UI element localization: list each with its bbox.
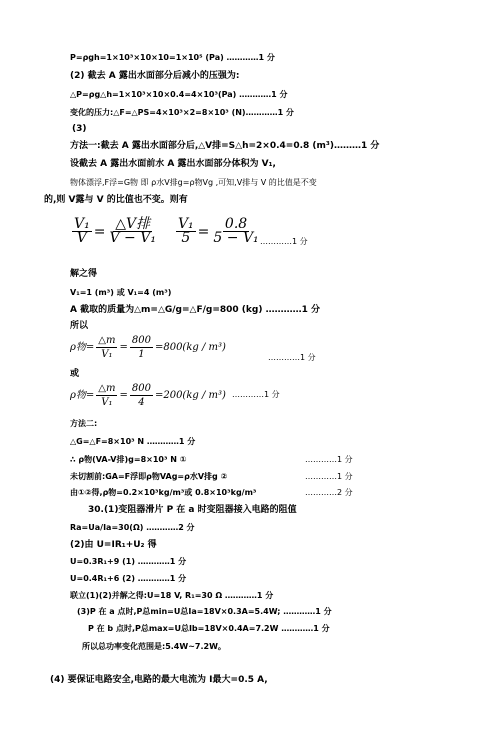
line-mass-cut: A 截取的质量为△m=△G/g=△F/g=800 (kg) …………1 分 (70, 305, 320, 315)
line-part3-label: (3) (72, 124, 87, 134)
line-eq2: 未切割前:GA=F浮即ρ物VAg=ρ水V排g ② (70, 472, 228, 481)
line-eq2-score: …………1 分 (305, 472, 353, 481)
line-pressure: P=ρgh=1×10³×10×10=1×10⁵ (Pa) …………1 分 (70, 53, 275, 62)
line-q30-part2: (2)由 U=IR₁+U₂ 得 (70, 540, 157, 550)
f3-num1: △m (98, 383, 116, 394)
line-u-eq2: U=0.4R₁+6 (2) …………1 分 (70, 574, 187, 583)
f2-eq1: = (85, 341, 95, 353)
line-ratio-constant: 的,则 V露与 V 的比值也不变。则有 (44, 195, 188, 205)
f3-score: …………1 分 (232, 390, 280, 399)
f2-num2: 800 (131, 335, 151, 346)
line-solve: 解之得 (70, 269, 98, 279)
line-v1-values: V₁=1 (m³) 或 V₁=4 (m³) (70, 288, 172, 297)
f1-eq1: = (93, 223, 106, 240)
f2-eq2: = (119, 341, 128, 353)
f3-eq1: = (85, 389, 95, 401)
line-part2-title: (2) 截去 A 露出水面部分后减小的压强为: (70, 71, 240, 81)
f2-result: 800(kg / m³) (163, 341, 226, 353)
f1-r1-num: V₁ (177, 216, 194, 232)
f3-den1: V₁ (101, 397, 113, 408)
line-delta-pressure: △P=ρg△h=1×10³×10×0.4=4×10³(Pa) …………1 分 (70, 90, 288, 99)
f2-score: …………1 分 (268, 353, 316, 362)
f3-num2: 800 (131, 383, 151, 394)
line-q30-part1: 30.(1)变阻器滑片 P 在 a 时变阻器接入电路的阻值 (88, 505, 297, 515)
f3-rho: ρ物 (70, 389, 86, 401)
f1-mid-num: △V排 (115, 216, 151, 232)
line-or: 或 (70, 369, 80, 379)
f1-lhs-den: V (76, 230, 87, 246)
f2-eq3: = (154, 341, 164, 353)
formula-ratio (70, 218, 263, 245)
f1-eq2: = (197, 223, 210, 240)
f1-r2-den: 5 − V₁ (213, 230, 259, 246)
line-eq1: ∴ ρ物(VA-V排)g=8×10³ N ① (70, 455, 187, 464)
line-density-score: …………2 分 (305, 488, 353, 497)
f3-result: 200(kg / m³) (163, 389, 226, 401)
f1-lhs-num: V₁ (74, 216, 90, 232)
f2-den1: V₁ (101, 349, 113, 360)
line-float-condition: 物体漂浮,F浮=G物 即 ρ水V排g=ρ物Vg ,可知,V排与 V 的比值是不变 (70, 178, 317, 187)
line-q30-part4: (4) 要保证电路安全,电路的最大电流为 I最大=0.5 A, (50, 675, 268, 685)
line-delta-g: △G=△F=8×10³ N …………1 分 (70, 437, 196, 446)
line-therefore: 所以 (70, 321, 89, 331)
line-delta-force: 变化的压力:△F=△PS=4×10³×2=8×10³ (N)…………1 分 (70, 108, 294, 117)
f1-score: …………1 分 (260, 237, 308, 246)
line-pmin: (3)P 在 a 点时,P总min=U总Ia=18V×0.3A=5.4W; …………1 分 (77, 607, 332, 616)
line-power-range: 所以总功率变化范围是:5.4W~7.2W。 (82, 642, 226, 651)
f1-mid-den: V − V₁ (109, 230, 156, 246)
line-eq1-score: …………1 分 (305, 455, 353, 464)
line-u-eq1: U=0.3R₁+9 (1) …………1 分 (70, 557, 187, 566)
line-method2: 方法二: (70, 419, 98, 428)
formula-density-2 (70, 382, 226, 409)
f3-den2: 4 (138, 397, 145, 408)
line-method1: 方法一:截去 A 露出水面部分后,△V排=S△h=2×0.4=0.8 (m³)………1 分 (70, 141, 380, 151)
f1-r2-num: 0.8 (224, 216, 248, 232)
f3-eq3: = (154, 389, 164, 401)
f2-rho: ρ物 (70, 341, 86, 353)
f2-den2: 1 (138, 349, 145, 360)
f2-num1: △m (98, 335, 116, 346)
line-pmax: P 在 b 点时,P总max=U总Ib=18V×0.4A=7.2W …………1 分 (88, 624, 330, 633)
formula-density-1 (70, 334, 226, 361)
line-density-result: 由①②得,ρ物=0.2×10³kg/m³或 0.8×10³kg/m³ (70, 488, 257, 497)
line-assume-volume: 设截去 A 露出水面前水 A 露出水面部分体积为 V₁, (70, 159, 276, 169)
line-solve-u-r1: 联立(1)(2)并解之得:U=18 V, R₁=30 Ω …………1 分 (70, 591, 274, 600)
f1-r1-den: 5 (181, 230, 191, 246)
line-ra: Ra=Ua/Ia=30(Ω) …………2 分 (70, 523, 195, 532)
f3-eq2: = (119, 389, 128, 401)
